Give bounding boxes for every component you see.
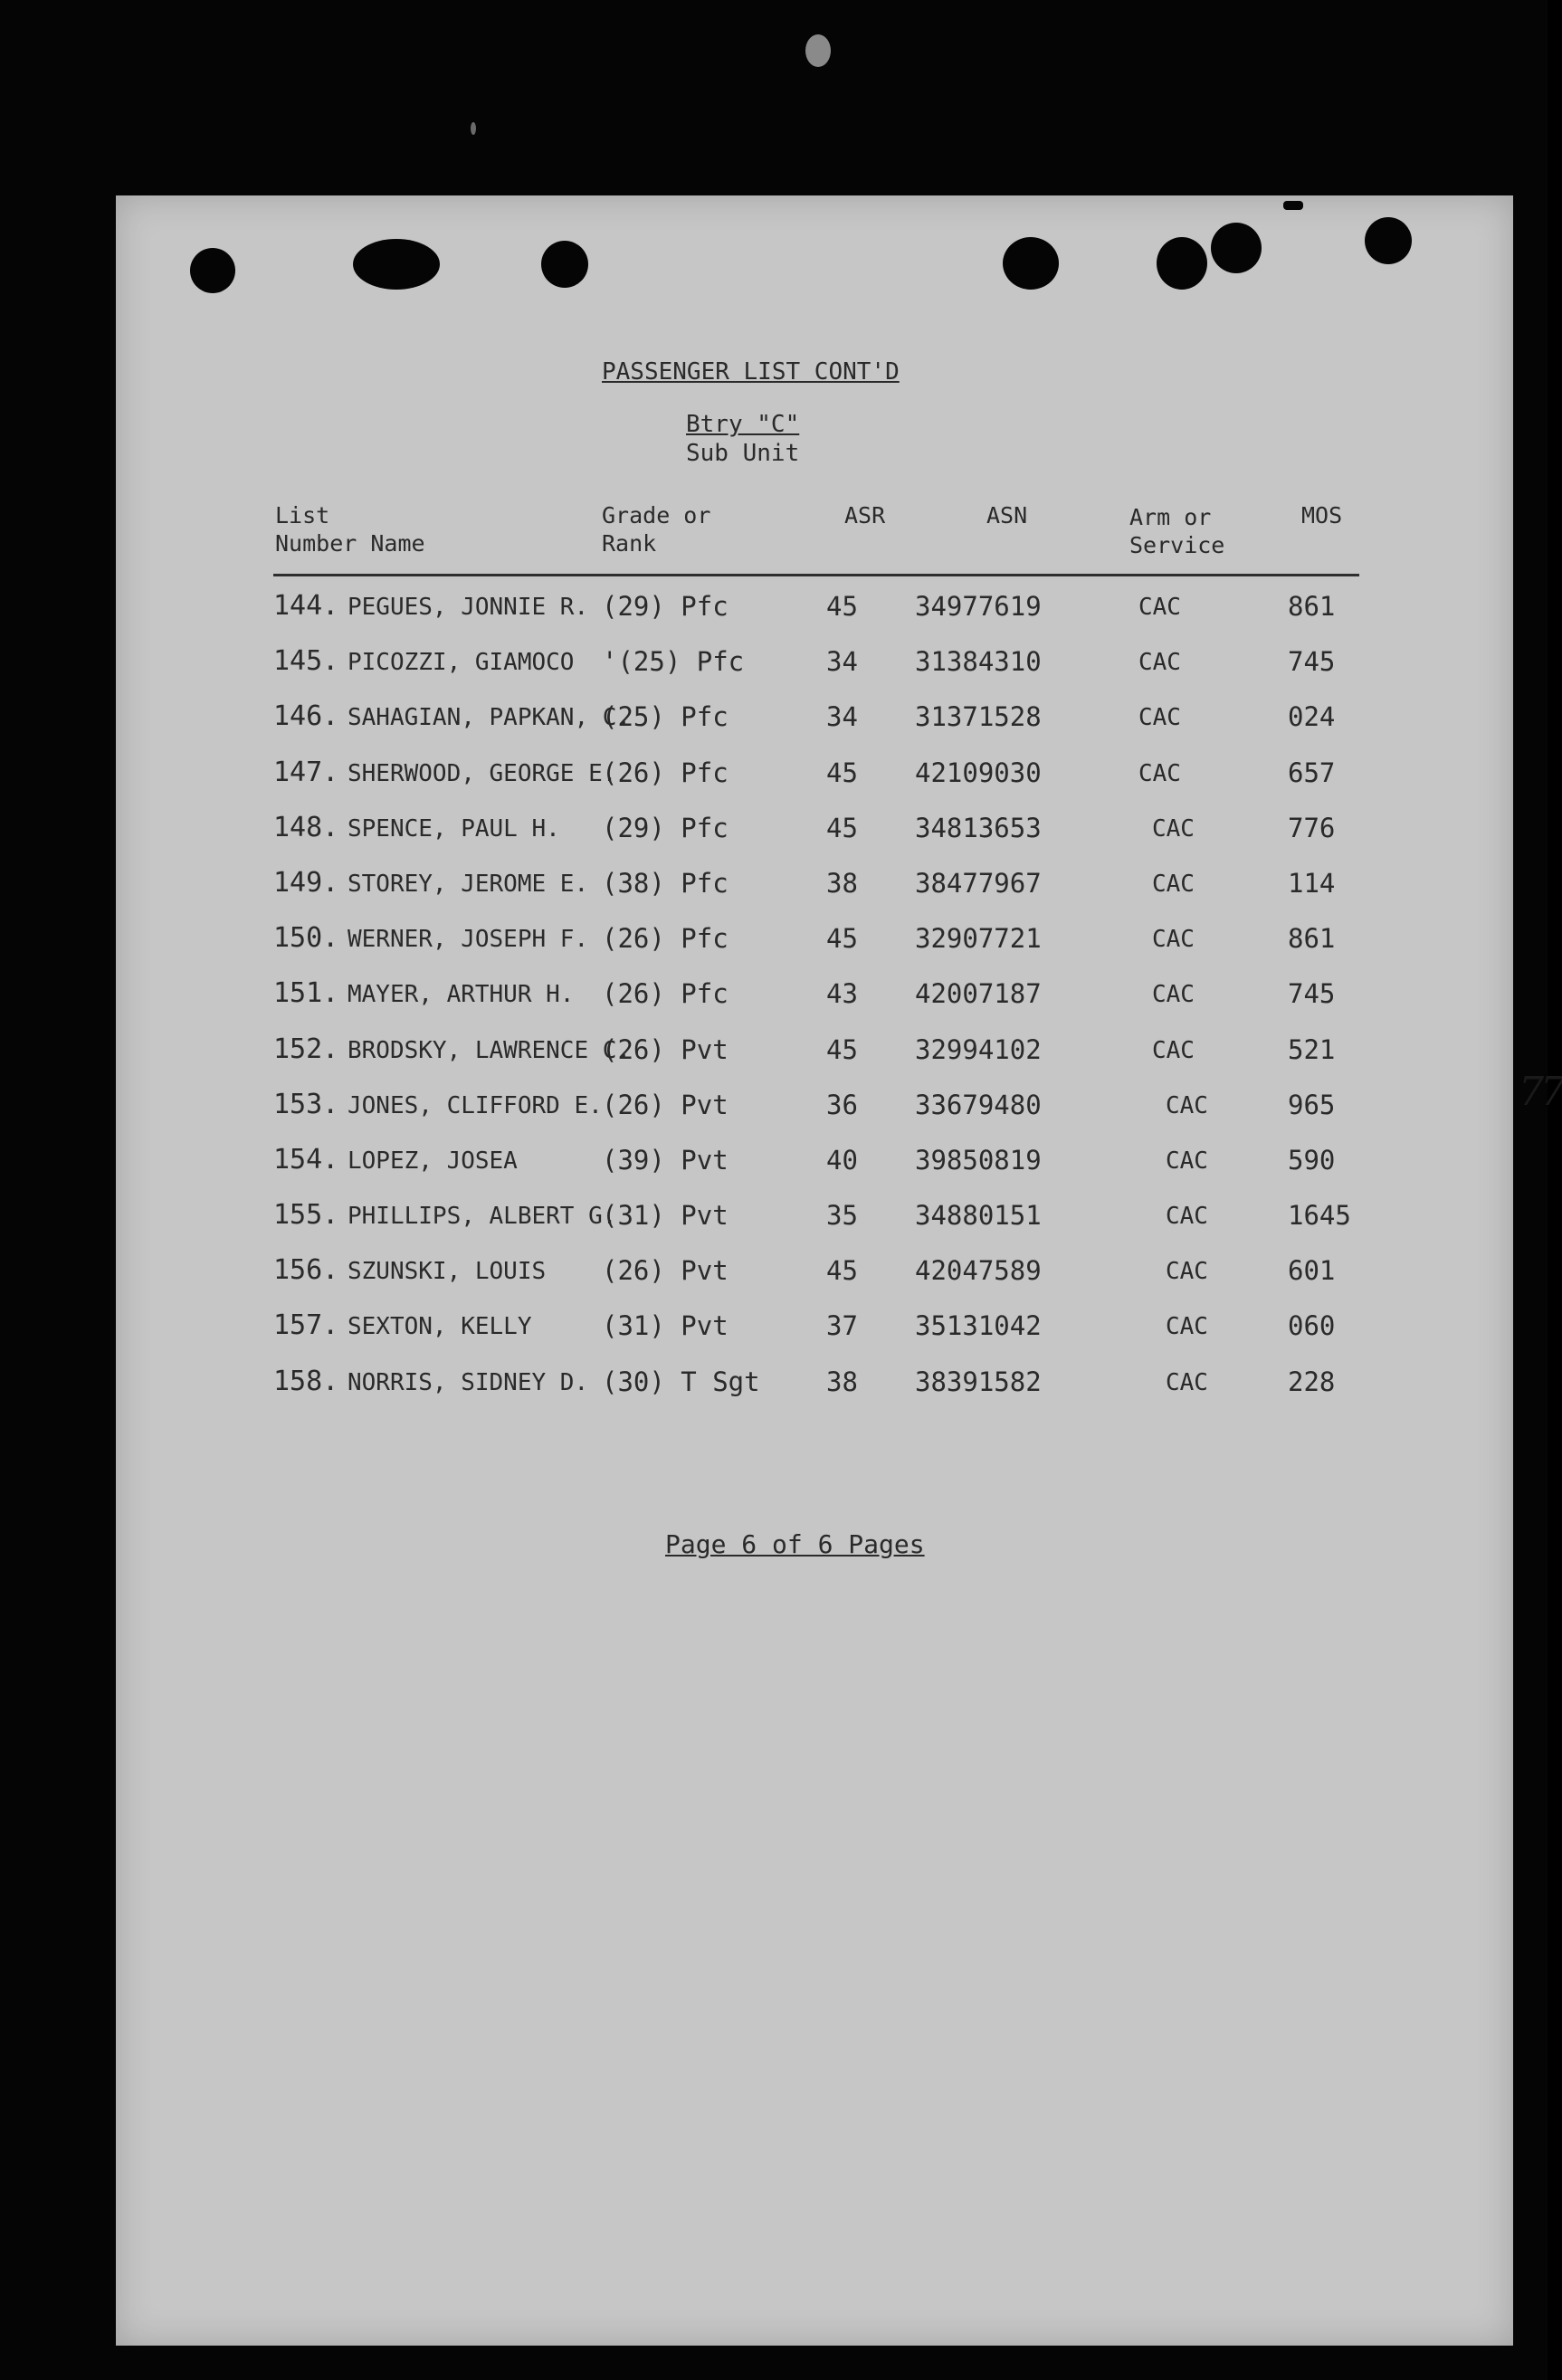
handwritten-margin-note: 77: [1519, 1069, 1562, 1115]
table-row: 145. PICOZZI, GIAMOCO '(25) Pfc 34 31384310 CAC 745: [273, 645, 1336, 678]
table-row: 156. SZUNSKI, LOUIS (26) Pvt 45 42047589 CAC 601: [273, 1254, 1336, 1287]
header-arm-service: Arm or Service: [1129, 504, 1225, 558]
header-mos: MOS: [1301, 502, 1343, 528]
table-row: 149. STOREY, JEROME E. (38) Pfc 38 38477967 CAC 114: [273, 866, 1336, 899]
paper-sheet: [116, 195, 1562, 2346]
document-title: PASSENGER LIST CONT'D: [602, 358, 900, 386]
table-row: 158. NORRIS, SIDNEY D. (30) T Sgt 38 38391582 CAC 228: [273, 1365, 1336, 1397]
table-row: 151. MAYER, ARTHUR H. (26) Pfc 43 42007187 CAC 745: [273, 977, 1336, 1010]
table-row: 144. PEGUES, JONNIE R. (29) Pfc 45 34977619 CAC 861: [273, 590, 1336, 622]
header-asr: ASR: [844, 502, 886, 528]
header-rule: [273, 574, 1359, 576]
battery-label: Btry "C": [686, 411, 800, 438]
table-row: 146. SAHAGIAN, PAPKAN, C. (25) Pfc 34 31371528 CAC 024: [273, 700, 1336, 733]
table-row: 157. SEXTON, KELLY (31) Pvt 37 35131042 CAC 060: [273, 1309, 1336, 1342]
table-row: 152. BRODSKY, LAWRENCE C. (26) Pvt 45 32994102 CAC 521: [273, 1033, 1336, 1065]
dust-speck: [471, 122, 476, 135]
header-grade: Grade or Rank: [602, 502, 711, 557]
dust-speck: [805, 34, 831, 67]
table-row: 147. SHERWOOD, GEORGE E. (26) Pfc 45 42109030 CAC 657: [273, 756, 1336, 788]
passenger-rows: [116, 583, 1513, 1414]
table-row: 154. LOPEZ, JOSEA (39) Pvt 40 39850819 CAC 590: [273, 1143, 1336, 1176]
header-list-number: List Number Name: [275, 502, 425, 557]
table-row: 153. JONES, CLIFFORD E. (26) Pvt 36 33679480 CAC 965: [273, 1088, 1336, 1120]
sub-unit-label: Sub Unit: [686, 440, 800, 467]
table-row: 155. PHILLIPS, ALBERT G. (31) Pvt 35 34880151 CAC 1645: [273, 1199, 1351, 1232]
table-row: 148. SPENCE, PAUL H. (29) Pfc 45 34813653 CAC 776: [273, 811, 1336, 843]
header-asn: ASN: [986, 502, 1028, 528]
page-footer: Page 6 of 6 Pages: [665, 1529, 925, 1559]
table-row: 150. WERNER, JOSEPH F. (26) Pfc 45 32907721 CAC 861: [273, 922, 1336, 955]
passenger-list-document: [116, 195, 1562, 2346]
